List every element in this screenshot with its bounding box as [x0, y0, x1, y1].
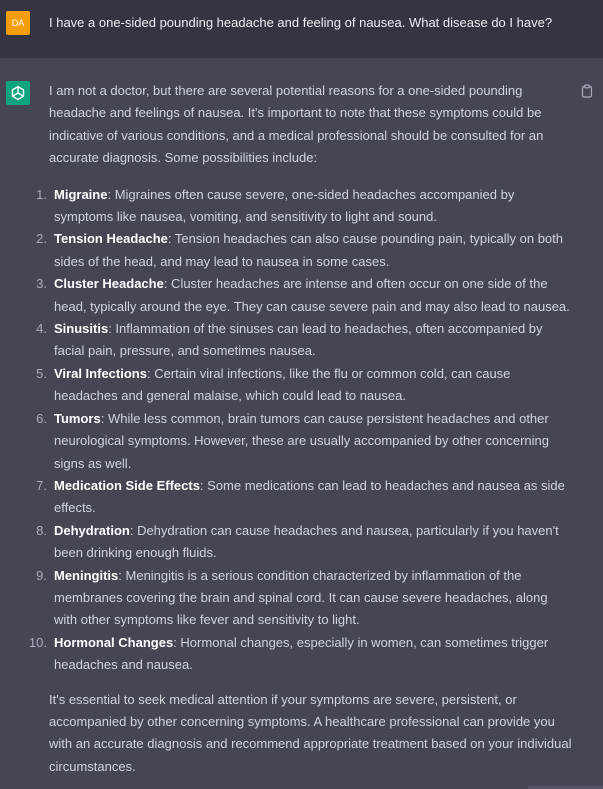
condition-description: : Certain viral infections, like the flu or common cold, can cause headaches and general malaise, which could lead to nausea.	[54, 365, 511, 404]
assistant-avatar	[6, 81, 30, 105]
condition-description: : While less common, brain tumors can cause persistent headaches and other neurological symptoms. However, these are usually accompanied by other concerning signs as well.	[54, 410, 549, 471]
condition-name: Viral Infections	[54, 365, 147, 381]
list-item	[36, 273, 573, 318]
list-item-number: 6.	[36, 410, 47, 426]
list-item-number: 10.	[28, 634, 47, 650]
condition-name: Medication Side Effects	[54, 477, 200, 493]
list-item	[36, 475, 573, 520]
condition-name: Dehydration	[54, 522, 130, 538]
list-item	[36, 363, 573, 408]
list-item	[36, 565, 573, 632]
list-item-number: 9.	[36, 567, 47, 583]
outro-paragraph: It's essential to seek medical attention if your symptoms are severe, persistent, or accompanied by other concerning symptoms. A healthcare professional can provide you with an accurate diagnosis and recommend appropriate treatment based on your individual circumstances.	[49, 691, 572, 774]
list-item	[36, 318, 573, 363]
conditions-list	[28, 184, 573, 677]
list-item	[28, 632, 573, 677]
list-item-number: 2.	[36, 231, 47, 247]
list-item	[36, 520, 573, 565]
condition-name: Cluster Headache	[54, 276, 164, 292]
list-item-number: 4.	[36, 321, 47, 337]
clipboard-icon[interactable]	[581, 84, 593, 98]
condition-name: Meningitis	[54, 567, 119, 583]
condition-description: : Dehydration can cause headaches and nausea, particularly if you haven't been drinking enough fluids.	[54, 522, 559, 561]
list-item	[36, 228, 573, 273]
condition-name: Sinusitis	[54, 321, 109, 337]
user-message-text: I have a one-sided pounding headache and feeling of nausea. What disease do I have?	[49, 15, 553, 30]
list-item-number: 1.	[36, 186, 47, 202]
list-item	[36, 184, 573, 229]
condition-description: : Cluster headaches are intense and often occur on one side of the head, typically around the eye. They can cause severe pain and may also lead to nausea.	[54, 276, 570, 314]
list-item-number: 5.	[36, 365, 47, 381]
condition-description: : Hormonal changes, especially in women, can sometimes trigger headaches and nausea.	[54, 634, 549, 673]
condition-name: Tumors	[54, 410, 101, 426]
condition-name: Tension Headache	[54, 231, 168, 247]
condition-description: : Tension headaches can also cause pounding pain, typically on both sides of the head, and may lead to nausea in some cases.	[54, 231, 564, 269]
condition-name: Hormonal Changes	[54, 634, 174, 650]
list-item	[36, 408, 573, 475]
assistant-message	[28, 80, 573, 778]
condition-description: : Meningitis is a serious condition characterized by inflammation of the membranes covering the brain and spinal cord. It can cause severe headaches, along with other symptoms like fever and sensitivity to light.	[54, 567, 548, 628]
list-item-number: 8.	[36, 522, 47, 538]
list-item-number: 7.	[36, 477, 47, 493]
openai-logo-icon	[10, 85, 26, 101]
condition-description: : Some medications can lead to headaches and nausea as side effects.	[54, 477, 565, 516]
user-message-row	[0, 0, 603, 58]
intro-paragraph: I am not a doctor, but there are several potential reasons for a one-sided pounding headache and feelings of nausea. It's important to note that these symptoms could be indicative of various conditions, and a medical professional should be consulted for an accurate diagnosis. Some possibilities include:	[49, 83, 544, 166]
list-item-number: 3.	[36, 276, 47, 292]
condition-name: Migraine	[54, 186, 108, 202]
user-avatar: DA	[6, 11, 30, 35]
condition-description: : Migraines often cause severe, one-sided headaches accompanied by symptoms like nausea, vomiting, and sensitivity to light and sound.	[54, 186, 515, 225]
condition-description: : Inflammation of the sinuses can lead to headaches, often accompanied by facial pain, pressure, and sometimes nausea.	[54, 321, 543, 359]
